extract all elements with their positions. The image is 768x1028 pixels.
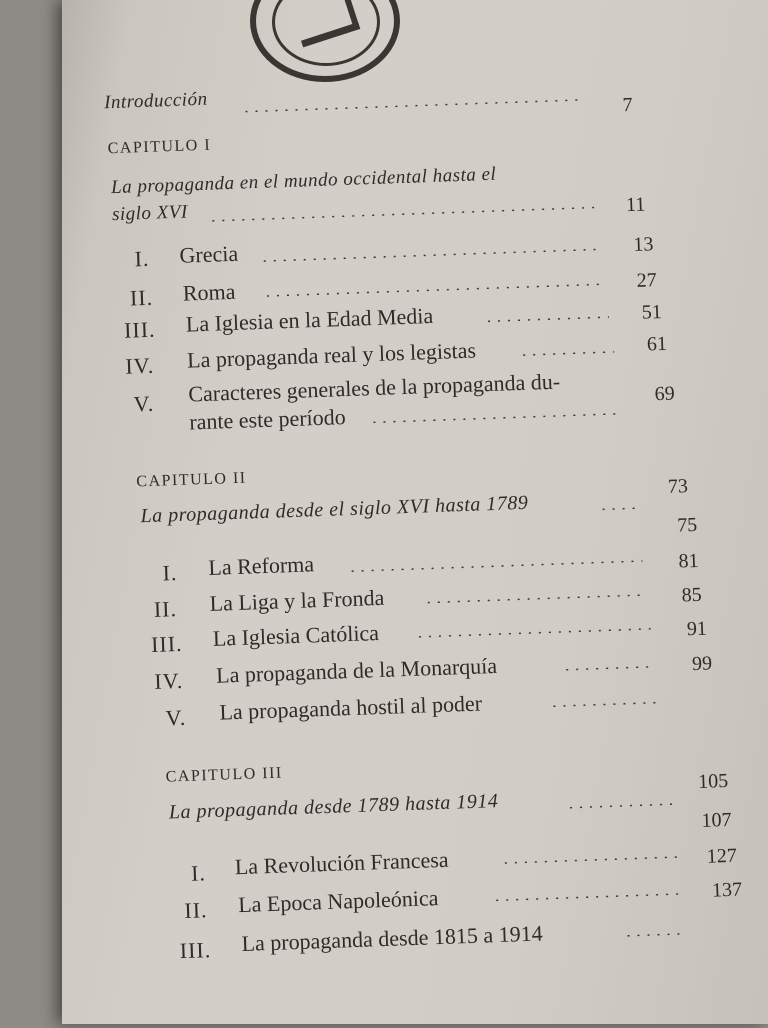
section-roman: I. <box>162 560 178 586</box>
section-page: 91 <box>686 617 708 641</box>
section-page: 99 <box>691 652 713 676</box>
chapter-1-page: 11 <box>625 193 646 217</box>
chapter-2-title: La propaganda desde el siglo XVI hasta 1789 <box>140 491 529 528</box>
intro-label: Introducción <box>103 88 208 114</box>
chapter-3-title: La propaganda desde 1789 hasta 1914 <box>168 789 499 824</box>
section-page: 107 <box>701 808 732 832</box>
section-roman: II. <box>183 897 208 923</box>
section-title: La Iglesia en la Edad Media <box>185 302 434 337</box>
section-roman: IV. <box>153 667 184 694</box>
section-page: 137 <box>711 878 743 902</box>
section-page: 85 <box>681 583 703 607</box>
section-page: 75 <box>676 513 698 537</box>
chapter-3-page: 105 <box>697 769 729 793</box>
section-roman: III. <box>150 630 183 657</box>
section-title-continued: rante este período <box>188 404 347 435</box>
section-roman: V. <box>133 390 155 417</box>
section-title: La propaganda de la Monarquía <box>215 652 498 688</box>
section-title: La propaganda real y los legistas <box>186 337 477 373</box>
section-title: La Liga y la Fronda <box>209 584 385 616</box>
section-page: 81 <box>678 549 699 573</box>
section-roman: V. <box>165 704 187 731</box>
section-page: 51 <box>641 300 663 324</box>
section-page: 61 <box>646 332 668 356</box>
section-roman: III. <box>179 937 212 964</box>
section-page: 13 <box>633 233 654 256</box>
section-roman: I. <box>134 245 150 272</box>
section-roman: I. <box>190 860 207 886</box>
section-roman: II. <box>129 284 154 311</box>
section-page: 127 <box>706 844 738 868</box>
section-title: Grecia <box>179 240 239 268</box>
chapter-3-heading: CAPITULO III <box>165 764 284 786</box>
chapter-1-title-line2: siglo XVI <box>111 201 189 226</box>
chapter-2-page: 73 <box>667 475 689 498</box>
section-title: La propaganda hostil al poder <box>219 690 483 725</box>
chapter-2-heading: CAPITULO II <box>136 469 247 491</box>
section-page: 69 <box>654 382 676 406</box>
section-title: La Iglesia Católica <box>212 620 380 651</box>
chapter-1-title-line1: La propaganda en el mundo occidental hasta el <box>110 163 497 199</box>
section-title: Caracteres generales de la propaganda du- <box>187 368 561 407</box>
intro-page: 7 <box>622 93 633 117</box>
section-roman: II. <box>153 596 178 622</box>
section-page: 27 <box>636 269 658 292</box>
section-title: La propaganda desde 1815 a 1914 <box>241 920 543 957</box>
section-roman: IV. <box>124 352 155 379</box>
section-title: La Revolución Francesa <box>234 846 449 880</box>
chapter-1-heading: CAPITULO I <box>107 136 212 158</box>
section-roman: III. <box>123 316 156 343</box>
section-title: Roma <box>182 278 236 306</box>
section-title: La Reforma <box>207 551 315 580</box>
section-title: La Epoca Napoleónica <box>237 885 439 918</box>
